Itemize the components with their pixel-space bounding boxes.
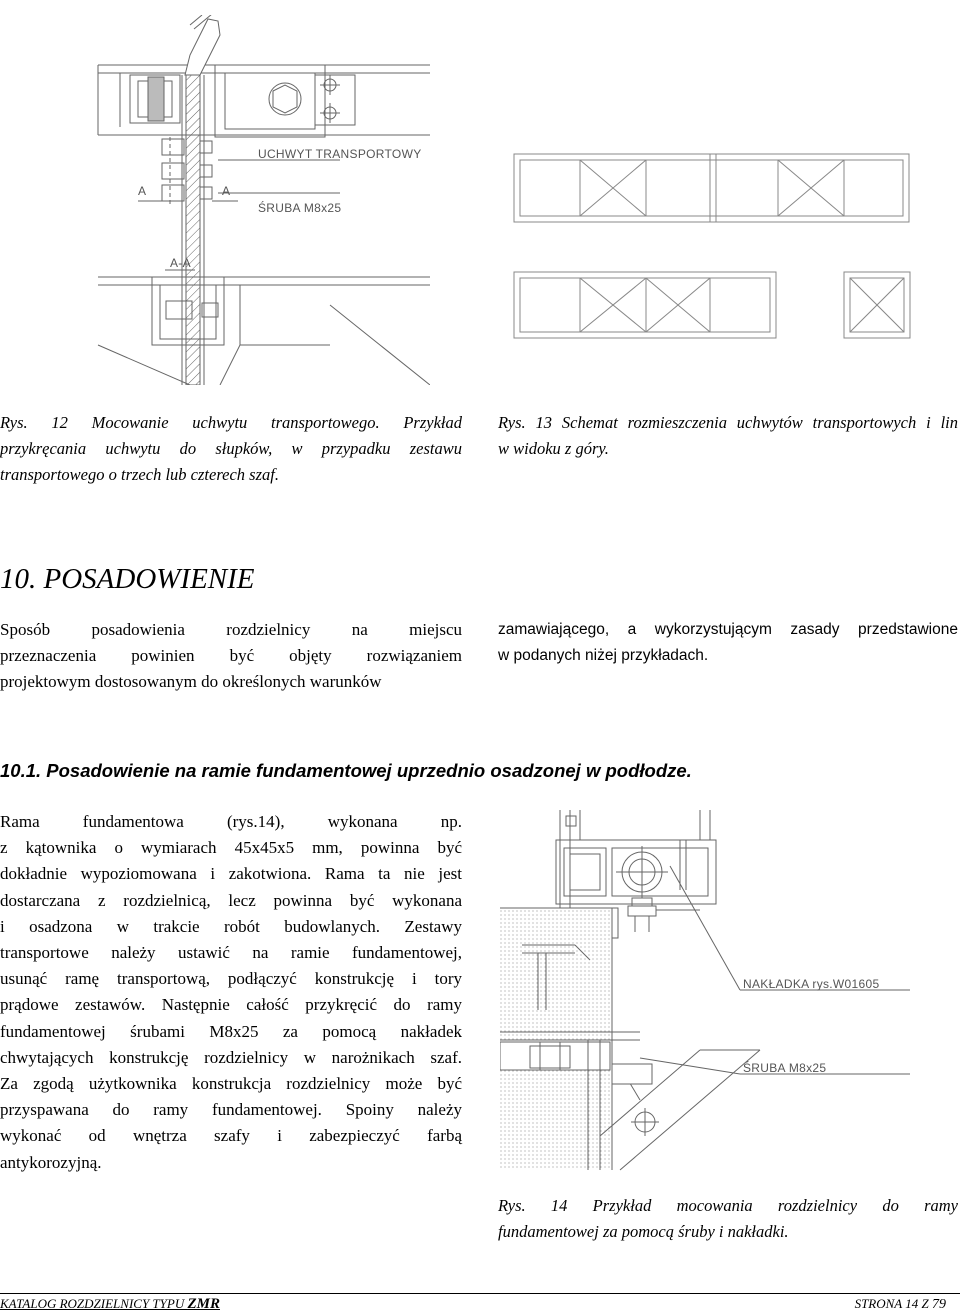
label-sruba-m8x25: ŚRUBA M8x25	[258, 201, 342, 215]
label-section-a-left: A	[138, 184, 147, 198]
subsection-body	[0, 809, 462, 1176]
section-intro-right	[498, 617, 958, 669]
section-intro-left	[0, 617, 462, 696]
footer-page-prefix: STRONA 14 Z	[854, 1296, 932, 1311]
label-section-a-right: A	[222, 184, 231, 198]
caption-line: Rys. 12 Mocowanie uchwytu transportowego. Przykład	[0, 413, 462, 432]
paragraph-line: usunąć ramę transportową, podłączyć konstrukcję i tory	[0, 969, 462, 989]
paragraph-line: antykorozyjną.	[0, 1152, 102, 1172]
subsection-heading: 10.1. Posadowienie na ramie fundamentowej uprzednio osadzonej w podłodze.	[0, 760, 692, 781]
figure-12-caption	[0, 410, 462, 488]
paragraph-line: projektowym dostosowanym do określonych warunków	[0, 672, 382, 692]
footer-catalog-prefix: KATALOG ROZDZIELNICY TYPU	[0, 1296, 188, 1311]
paragraph-line: dostarczana z rozdzielnicą, lecz powinna być wykonana	[0, 890, 462, 910]
footer-rule	[0, 1293, 960, 1294]
paragraph-line: Rama fundamentowa (rys.14), wykonana np.	[0, 812, 462, 831]
paragraph-line: Sposób posadowienia rozdzielnicy na miejscu	[0, 620, 462, 639]
figure-14-drawing	[500, 810, 920, 1180]
paragraph-line: i osadzona w trakcie robót budowlanych. Zestawy	[0, 916, 462, 936]
paragraph-line: zamawiającego, a wykorzystującym zasady przedstawione	[498, 621, 958, 638]
footer-right	[855, 1296, 946, 1313]
paragraph-line: transportowe należy ustawić na ramie fundamentowej,	[0, 943, 462, 963]
label-uchwyt-transportowy: UCHWYT TRANSPORTOWY	[258, 147, 422, 161]
label-sruba: ŚRUBA M8x25	[743, 1061, 827, 1075]
footer-left	[0, 1296, 220, 1313]
label-nakladka: NAKŁADKA rys.W01605	[743, 977, 880, 991]
section-heading: 10. POSADOWIENIE	[0, 563, 255, 595]
caption-line: Rys. 14 Przykład mocowania rozdzielnicy do ramy	[498, 1196, 958, 1215]
caption-line: Rys. 13 Schemat rozmieszczenia uchwytów transportowych i lin	[498, 413, 958, 432]
caption-line: transportowego o trzech lub czterech szaf.	[0, 465, 279, 484]
caption-line: przykręcania uchwytu do słupków, w przypadku zestawu	[0, 439, 462, 458]
caption-line: w widoku z góry.	[498, 439, 609, 458]
paragraph-line: Za zgodą użytkownika konstrukcja rozdzielnicy może być	[0, 1074, 462, 1094]
footer-total-pages: 79	[932, 1297, 946, 1312]
paragraph-line: dokładnie wypoziomowana i zakotwiona. Rama ta nie jest	[0, 864, 462, 884]
paragraph-line: z kątownika o wymiarach 45x45x5 mm, powinna być	[0, 838, 462, 858]
figure-14-caption	[498, 1193, 958, 1245]
paragraph-line: chwytających konstrukcję rozdzielnicy w narożnikach szaf.	[0, 1047, 462, 1067]
figure-12-drawing	[90, 15, 430, 385]
paragraph-line: fundamentowej śrubami M8x25 za pomocą nakładek	[0, 1021, 462, 1041]
figure-13-caption	[498, 410, 958, 462]
paragraph-line: wykonać od wnętrza szafy i zabezpieczyć farbą	[0, 1126, 462, 1146]
paragraph-line: w podanych niżej przykładach.	[498, 647, 709, 665]
label-section-aa: A-A	[170, 256, 191, 270]
caption-line: fundamentowej za pomocą śruby i nakładki.	[498, 1222, 789, 1241]
paragraph-line: prądowe zestawów. Następnie całość przykręcić do ramy	[0, 995, 462, 1015]
paragraph-line: przeznaczenia powinien być objęty rozwiązaniem	[0, 646, 462, 666]
paragraph-line: przyspawana do ramy fundamentowej. Spoiny należy	[0, 1100, 462, 1120]
footer-product-code: ZMR	[187, 1296, 220, 1312]
figure-13-drawing	[510, 150, 915, 345]
